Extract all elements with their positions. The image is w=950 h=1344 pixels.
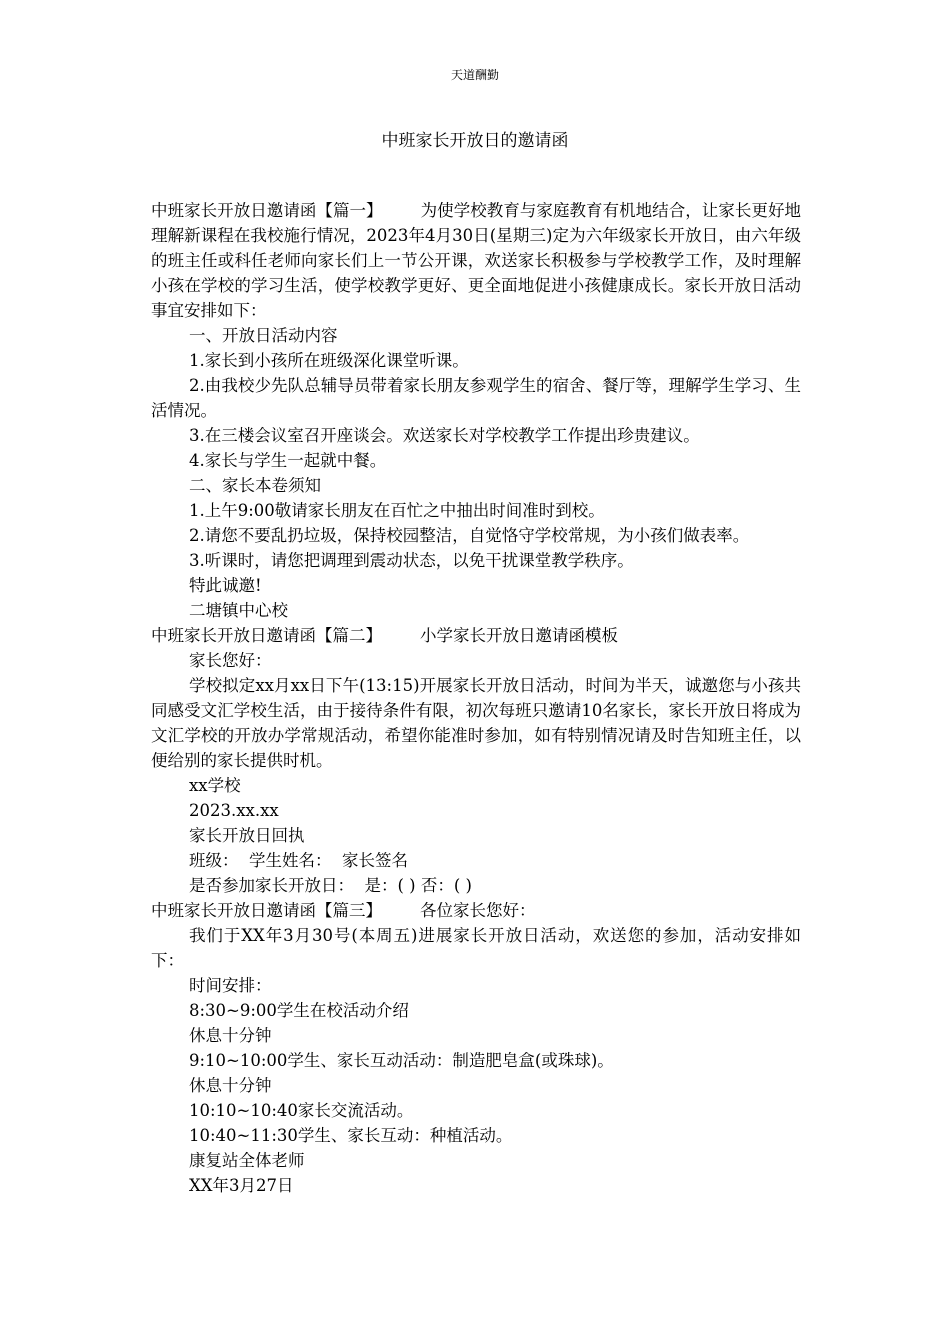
schedule-break: 休息十分钟 — [189, 1026, 272, 1045]
page-header: 天道酬勤 — [450, 68, 499, 82]
signature-line: xx学校 — [189, 776, 241, 795]
section-line-2 — [151, 623, 801, 648]
schedule-break: 休息十分钟 — [189, 1076, 272, 1095]
section-line-3 — [151, 898, 801, 923]
date-line: 2023.xx.xx — [189, 801, 279, 820]
receipt-fields: 班级： 学生姓名： 家长签名 — [189, 851, 408, 870]
section-heading-3: 中班家长开放日邀请函【篇三】 — [151, 901, 382, 920]
signature-line: 康复站全体老师 — [189, 1151, 305, 1170]
section-subtitle-2: 小学家长开放日邀请函模板 — [420, 626, 618, 645]
paragraph-body-3: 我们于XX年3月30号(本周五)进展家长开放日活动，欢送您的参加，活动安排如下： — [151, 926, 801, 970]
section-heading-2: 中班家长开放日邀请函【篇二】 — [151, 626, 382, 645]
list-item: 3.听课时，请您把调理到震动状态，以免干扰课堂教学秩序。 — [189, 551, 634, 570]
subsection-heading: 二、家长本卷须知 — [189, 476, 321, 495]
paragraph-intro-1 — [151, 198, 801, 323]
paragraph-body-1: 为使学校教育与家庭教育有机地结合，让家长更好地理解新课程在我校施行情况，2023年4月30日(星期三)定为六年级家长开放日，由六年级的班主任或科任老师向家长们上一节公开课，欢送家长积极参与学校教学工作，及时理解小孩在学校的学习生活，使学校教学更好、更全面地促进小孩健康成长。家长开放日活动事宜安排如下： — [151, 201, 802, 320]
receipt-title: 家长开放日回执 — [189, 826, 305, 845]
list-item: 4.家长与学生一起就中餐。 — [189, 451, 387, 470]
section-heading-1: 中班家长开放日邀请函【篇一】 — [151, 201, 383, 220]
schedule-item: 9:10~10:00学生、家长互动活动：制造肥皂盒(或珠球)。 — [189, 1051, 614, 1070]
paragraph-body-2: 学校拟定xx月xx日下午(13:15)开展家长开放日活动，时间为半天，诚邀您与小孩共同感受文汇学校生活，由于接待条件有限，初次每班只邀请10名家长，家长开放日将成为文汇学校的开放办学常规活动，希望你能准时参加，如有特别情况请及时告知班主任，以便给别的家长提供时机。 — [151, 676, 801, 770]
list-item: 1.家长到小孩所在班级深化课堂听课。 — [189, 351, 469, 370]
document-body — [151, 198, 801, 1198]
list-item: 3.在三楼会议室召开座谈会。欢送家长对学校教学工作提出珍贵建议。 — [189, 426, 700, 445]
receipt-question: 是否参加家长开放日： 是：( ) 否：( ) — [189, 876, 472, 895]
document-title: 中班家长开放日的邀请函 — [381, 131, 569, 151]
section-greeting-3: 各位家长您好： — [420, 901, 536, 920]
closing-line: 特此诚邀! — [189, 576, 262, 595]
date-line: XX年3月27日 — [189, 1176, 294, 1195]
greeting-line: 家长您好： — [189, 651, 272, 670]
list-item: 1.上午9:00敬请家长朋友在百忙之中抽出时间准时到校。 — [189, 501, 605, 520]
schedule-item: 10:10~10:40家长交流活动。 — [189, 1101, 414, 1120]
schedule-item: 8:30~9:00学生在校活动介绍 — [189, 1001, 409, 1020]
schedule-item: 10:40~11:30学生、家长互动：种植活动。 — [189, 1126, 513, 1145]
subsection-heading: 一、开放日活动内容 — [189, 326, 338, 345]
signature-line: 二塘镇中心校 — [189, 601, 288, 620]
list-item: 2.由我校少先队总辅导员带着家长朋友参观学生的宿舍、餐厅等，理解学生学习、生活情况。 — [151, 376, 801, 420]
list-item: 2.请您不要乱扔垃圾，保持校园整洁，自觉恪守学校常规，为小孩们做表率。 — [189, 526, 750, 545]
schedule-title: 时间安排： — [189, 976, 272, 995]
